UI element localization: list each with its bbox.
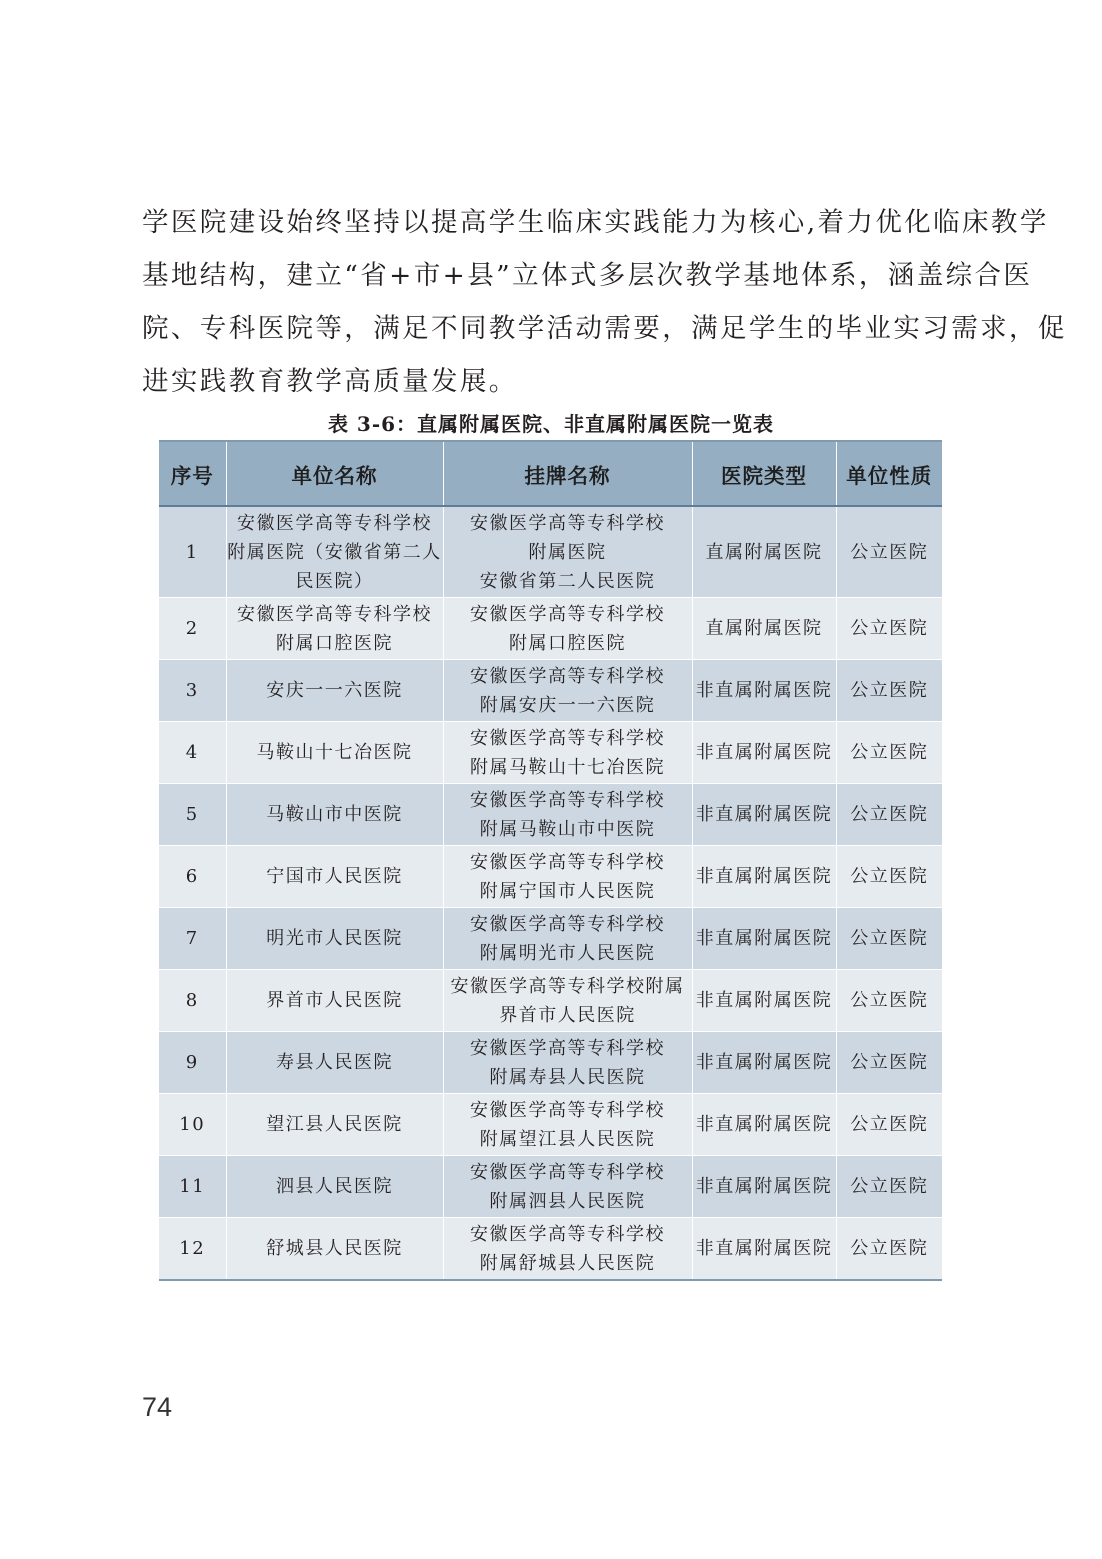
cell-name-line: 舒城县人民医院	[266, 1238, 403, 1259]
cell-plaque	[443, 970, 692, 1032]
cell-plaque-line: 安徽医学高等专科学校	[470, 1161, 665, 1183]
cell-type: 非直属附属医院	[692, 1032, 836, 1094]
page-number: 74	[142, 1392, 173, 1422]
cell-name-line: 附属口腔医院	[276, 632, 393, 654]
cell-no: 1	[159, 506, 226, 598]
cell-nature: 公立医院	[836, 598, 942, 660]
cell-plaque	[443, 1156, 692, 1218]
cell-name-line: 安徽医学高等专科学校	[237, 603, 432, 625]
cell-name-line: 望江县人民医院	[266, 1114, 403, 1135]
body-paragraph	[142, 196, 1067, 408]
cell-nature: 公立医院	[836, 970, 942, 1032]
cell-plaque-line: 安徽医学高等专科学校	[470, 1037, 665, 1059]
cell-plaque-line: 附属安庆一一六医院	[479, 694, 656, 716]
cell-name	[226, 908, 443, 970]
table-row	[159, 506, 942, 598]
cell-name	[226, 722, 443, 784]
cell-plaque-line: 安徽医学高等专科学校	[470, 851, 665, 873]
cell-plaque	[443, 846, 692, 908]
cell-no: 7	[159, 908, 226, 970]
cell-name-line: 宁国市人民医院	[266, 866, 403, 887]
cell-no: 12	[159, 1218, 226, 1281]
cell-no: 2	[159, 598, 226, 660]
cell-type: 非直属附属医院	[692, 1156, 836, 1218]
table-row	[159, 784, 942, 846]
table-row	[159, 598, 942, 660]
cell-nature: 公立医院	[836, 506, 942, 598]
paragraph-line: 进实践教育教学高质量发展。	[142, 366, 518, 397]
cell-nature: 公立医院	[836, 1032, 942, 1094]
cell-plaque-line: 安徽医学高等专科学校	[470, 1099, 665, 1121]
cell-plaque-line: 附属泗县人民医院	[489, 1190, 646, 1212]
cell-type: 非直属附属医院	[692, 908, 836, 970]
cell-plaque-line: 附属马鞍山十七冶医院	[470, 756, 665, 778]
cell-no: 11	[159, 1156, 226, 1218]
table-row	[159, 970, 942, 1032]
cell-type: 非直属附属医院	[692, 784, 836, 846]
cell-plaque-line: 安徽医学高等专科学校	[470, 1223, 665, 1245]
cell-nature: 公立医院	[836, 1094, 942, 1156]
cell-no: 3	[159, 660, 226, 722]
header-no: 序号	[159, 441, 226, 506]
cell-plaque-line: 安徽医学高等专科学校	[470, 665, 665, 687]
table-caption: 表 3-6：直属附属医院、非直属附属医院一览表	[327, 412, 775, 436]
cell-no: 5	[159, 784, 226, 846]
cell-name	[226, 970, 443, 1032]
cell-name	[226, 846, 443, 908]
table-row	[159, 1156, 942, 1218]
cell-name-line: 界首市人民医院	[266, 990, 403, 1011]
cell-type: 非直属附属医院	[692, 722, 836, 784]
cell-plaque-line: 附属明光市人民医院	[479, 942, 656, 964]
cell-plaque-line: 附属宁国市人民医院	[479, 880, 656, 902]
cell-name	[226, 784, 443, 846]
cell-name	[226, 1032, 443, 1094]
header-type: 医院类型	[692, 441, 836, 506]
cell-no: 4	[159, 722, 226, 784]
header-plaque: 挂牌名称	[443, 441, 692, 506]
cell-plaque	[443, 598, 692, 660]
header-name: 单位名称	[226, 441, 443, 506]
cell-plaque-line: 附属舒城县人民医院	[479, 1252, 656, 1274]
cell-plaque	[443, 908, 692, 970]
cell-no: 10	[159, 1094, 226, 1156]
table-row	[159, 1218, 942, 1281]
header-nature: 单位性质	[836, 441, 942, 506]
cell-plaque	[443, 1094, 692, 1156]
cell-plaque-line: 附属望江县人民医院	[479, 1128, 656, 1150]
cell-plaque	[443, 660, 692, 722]
cell-no: 9	[159, 1032, 226, 1094]
cell-name-line: 附属医院（安徽省第二人	[227, 541, 442, 563]
table-row	[159, 722, 942, 784]
cell-plaque-line: 附属口腔医院	[509, 632, 626, 654]
cell-nature: 公立医院	[836, 908, 942, 970]
cell-nature: 公立医院	[836, 1156, 942, 1218]
cell-name-line: 安庆一一六医院	[266, 680, 403, 701]
cell-name	[226, 660, 443, 722]
cell-name-line: 马鞍山市中医院	[266, 804, 403, 825]
cell-plaque-line: 安徽医学高等专科学校	[470, 789, 665, 811]
cell-plaque	[443, 1032, 692, 1094]
table-row	[159, 1094, 942, 1156]
cell-plaque-line: 附属医院	[528, 541, 607, 563]
hospital-table	[159, 440, 942, 1281]
cell-type: 非直属附属医院	[692, 660, 836, 722]
cell-type: 非直属附属医院	[692, 846, 836, 908]
cell-name	[226, 1156, 443, 1218]
cell-name-line: 马鞍山十七冶医院	[256, 742, 413, 763]
cell-plaque	[443, 722, 692, 784]
cell-plaque	[443, 506, 692, 598]
cell-plaque-line: 安徽省第二人民医院	[479, 570, 656, 592]
cell-no: 6	[159, 846, 226, 908]
table-row	[159, 846, 942, 908]
table-header-row	[159, 441, 942, 506]
cell-nature: 公立医院	[836, 784, 942, 846]
table-row	[159, 660, 942, 722]
cell-nature: 公立医院	[836, 660, 942, 722]
cell-nature: 公立医院	[836, 722, 942, 784]
cell-nature: 公立医院	[836, 846, 942, 908]
cell-plaque-line: 附属寿县人民医院	[489, 1066, 646, 1088]
cell-type: 非直属附属医院	[692, 970, 836, 1032]
cell-name-line: 泗县人民医院	[276, 1176, 393, 1197]
cell-plaque-line: 安徽医学高等专科学校附属	[450, 975, 685, 997]
cell-type: 直属附属医院	[692, 506, 836, 598]
cell-plaque-line: 安徽医学高等专科学校	[470, 603, 665, 625]
table-row	[159, 1032, 942, 1094]
cell-name	[226, 598, 443, 660]
cell-type: 非直属附属医院	[692, 1218, 836, 1281]
cell-nature: 公立医院	[836, 1218, 942, 1281]
cell-plaque-line: 安徽医学高等专科学校	[470, 727, 665, 749]
table-row	[159, 908, 942, 970]
cell-type: 非直属附属医院	[692, 1094, 836, 1156]
cell-name-line: 民医院）	[295, 570, 374, 592]
cell-name	[226, 506, 443, 598]
cell-name-line: 安徽医学高等专科学校	[237, 512, 432, 534]
cell-plaque-line: 界首市人民医院	[499, 1004, 636, 1026]
cell-name-line: 寿县人民医院	[276, 1052, 393, 1073]
cell-plaque-line: 安徽医学高等专科学校	[470, 512, 665, 534]
paragraph-line: 基地结构，建立“省+市+县”立体式多层次教学基地体系，涵盖综合医	[142, 260, 1033, 291]
cell-plaque	[443, 1218, 692, 1281]
cell-plaque	[443, 784, 692, 846]
cell-type: 直属附属医院	[692, 598, 836, 660]
cell-name	[226, 1218, 443, 1281]
paragraph-line: 院、专科医院等，满足不同教学活动需要，满足学生的毕业实习需求，促	[142, 313, 1067, 344]
cell-no: 8	[159, 970, 226, 1032]
cell-name-line: 明光市人民医院	[266, 928, 403, 949]
cell-plaque-line: 安徽医学高等专科学校	[470, 913, 665, 935]
cell-plaque-line: 附属马鞍山市中医院	[479, 818, 656, 840]
cell-name	[226, 1094, 443, 1156]
paragraph-line: 学医院建设始终坚持以提高学生临床实践能力为核心,着力优化临床教学	[142, 207, 1049, 238]
